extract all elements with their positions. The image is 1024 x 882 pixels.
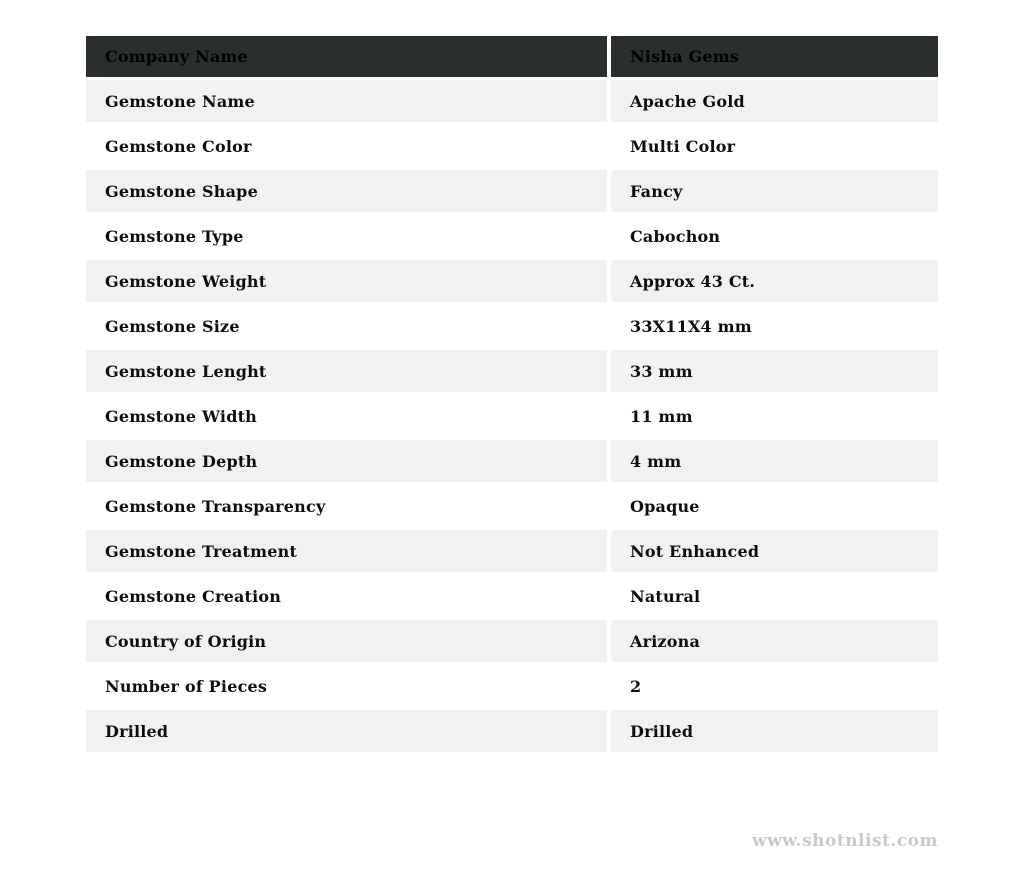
table-row: [86, 260, 938, 305]
row-value-cell: Opaque: [611, 485, 938, 530]
row-value-cell: Not Enhanced: [611, 530, 938, 575]
table-row: [86, 125, 938, 170]
table-row: [86, 80, 938, 125]
gemstone-spec-table: [86, 36, 938, 755]
row-label-cell: Gemstone Weight: [86, 260, 611, 305]
row-value-cell: 33X11X4 mm: [611, 305, 938, 350]
row-label-cell: Gemstone Treatment: [86, 530, 611, 575]
table-row: [86, 215, 938, 260]
table-row: [86, 620, 938, 665]
watermark-text: www.shotnlist.com: [751, 831, 938, 851]
row-label-cell: Gemstone Width: [86, 395, 611, 440]
row-value-cell: Approx 43 Ct.: [611, 260, 938, 305]
table-row: [86, 665, 938, 710]
header-value-cell: Nisha Gems: [611, 36, 938, 80]
table-row: [86, 395, 938, 440]
row-value-cell: Fancy: [611, 170, 938, 215]
row-label-cell: Gemstone Color: [86, 125, 611, 170]
row-label-cell: Gemstone Name: [86, 80, 611, 125]
row-value-cell: Drilled: [611, 710, 938, 755]
gemstone-spec-table-wrap: [86, 36, 938, 755]
table-row: [86, 305, 938, 350]
row-label-cell: Country of Origin: [86, 620, 611, 665]
table-row: [86, 440, 938, 485]
row-label-cell: Drilled: [86, 710, 611, 755]
row-label-cell: Gemstone Transparency: [86, 485, 611, 530]
table-row: [86, 350, 938, 395]
header-label-cell: Company Name: [86, 36, 611, 80]
row-label-cell: Gemstone Shape: [86, 170, 611, 215]
table-row: [86, 575, 938, 620]
row-label-cell: Gemstone Type: [86, 215, 611, 260]
row-value-cell: 2: [611, 665, 938, 710]
row-value-cell: 4 mm: [611, 440, 938, 485]
row-label-cell: Gemstone Depth: [86, 440, 611, 485]
row-value-cell: 11 mm: [611, 395, 938, 440]
table-row: [86, 485, 938, 530]
row-value-cell: Cabochon: [611, 215, 938, 260]
table-row: [86, 710, 938, 755]
table-row: [86, 170, 938, 215]
row-value-cell: Multi Color: [611, 125, 938, 170]
row-label-cell: Gemstone Size: [86, 305, 611, 350]
row-value-cell: Natural: [611, 575, 938, 620]
row-label-cell: Number of Pieces: [86, 665, 611, 710]
table-body: [86, 80, 938, 755]
row-label-cell: Gemstone Creation: [86, 575, 611, 620]
row-value-cell: Arizona: [611, 620, 938, 665]
row-label-cell: Gemstone Lenght: [86, 350, 611, 395]
table-header-row: [86, 36, 938, 80]
row-value-cell: Apache Gold: [611, 80, 938, 125]
table-row: [86, 530, 938, 575]
row-value-cell: 33 mm: [611, 350, 938, 395]
